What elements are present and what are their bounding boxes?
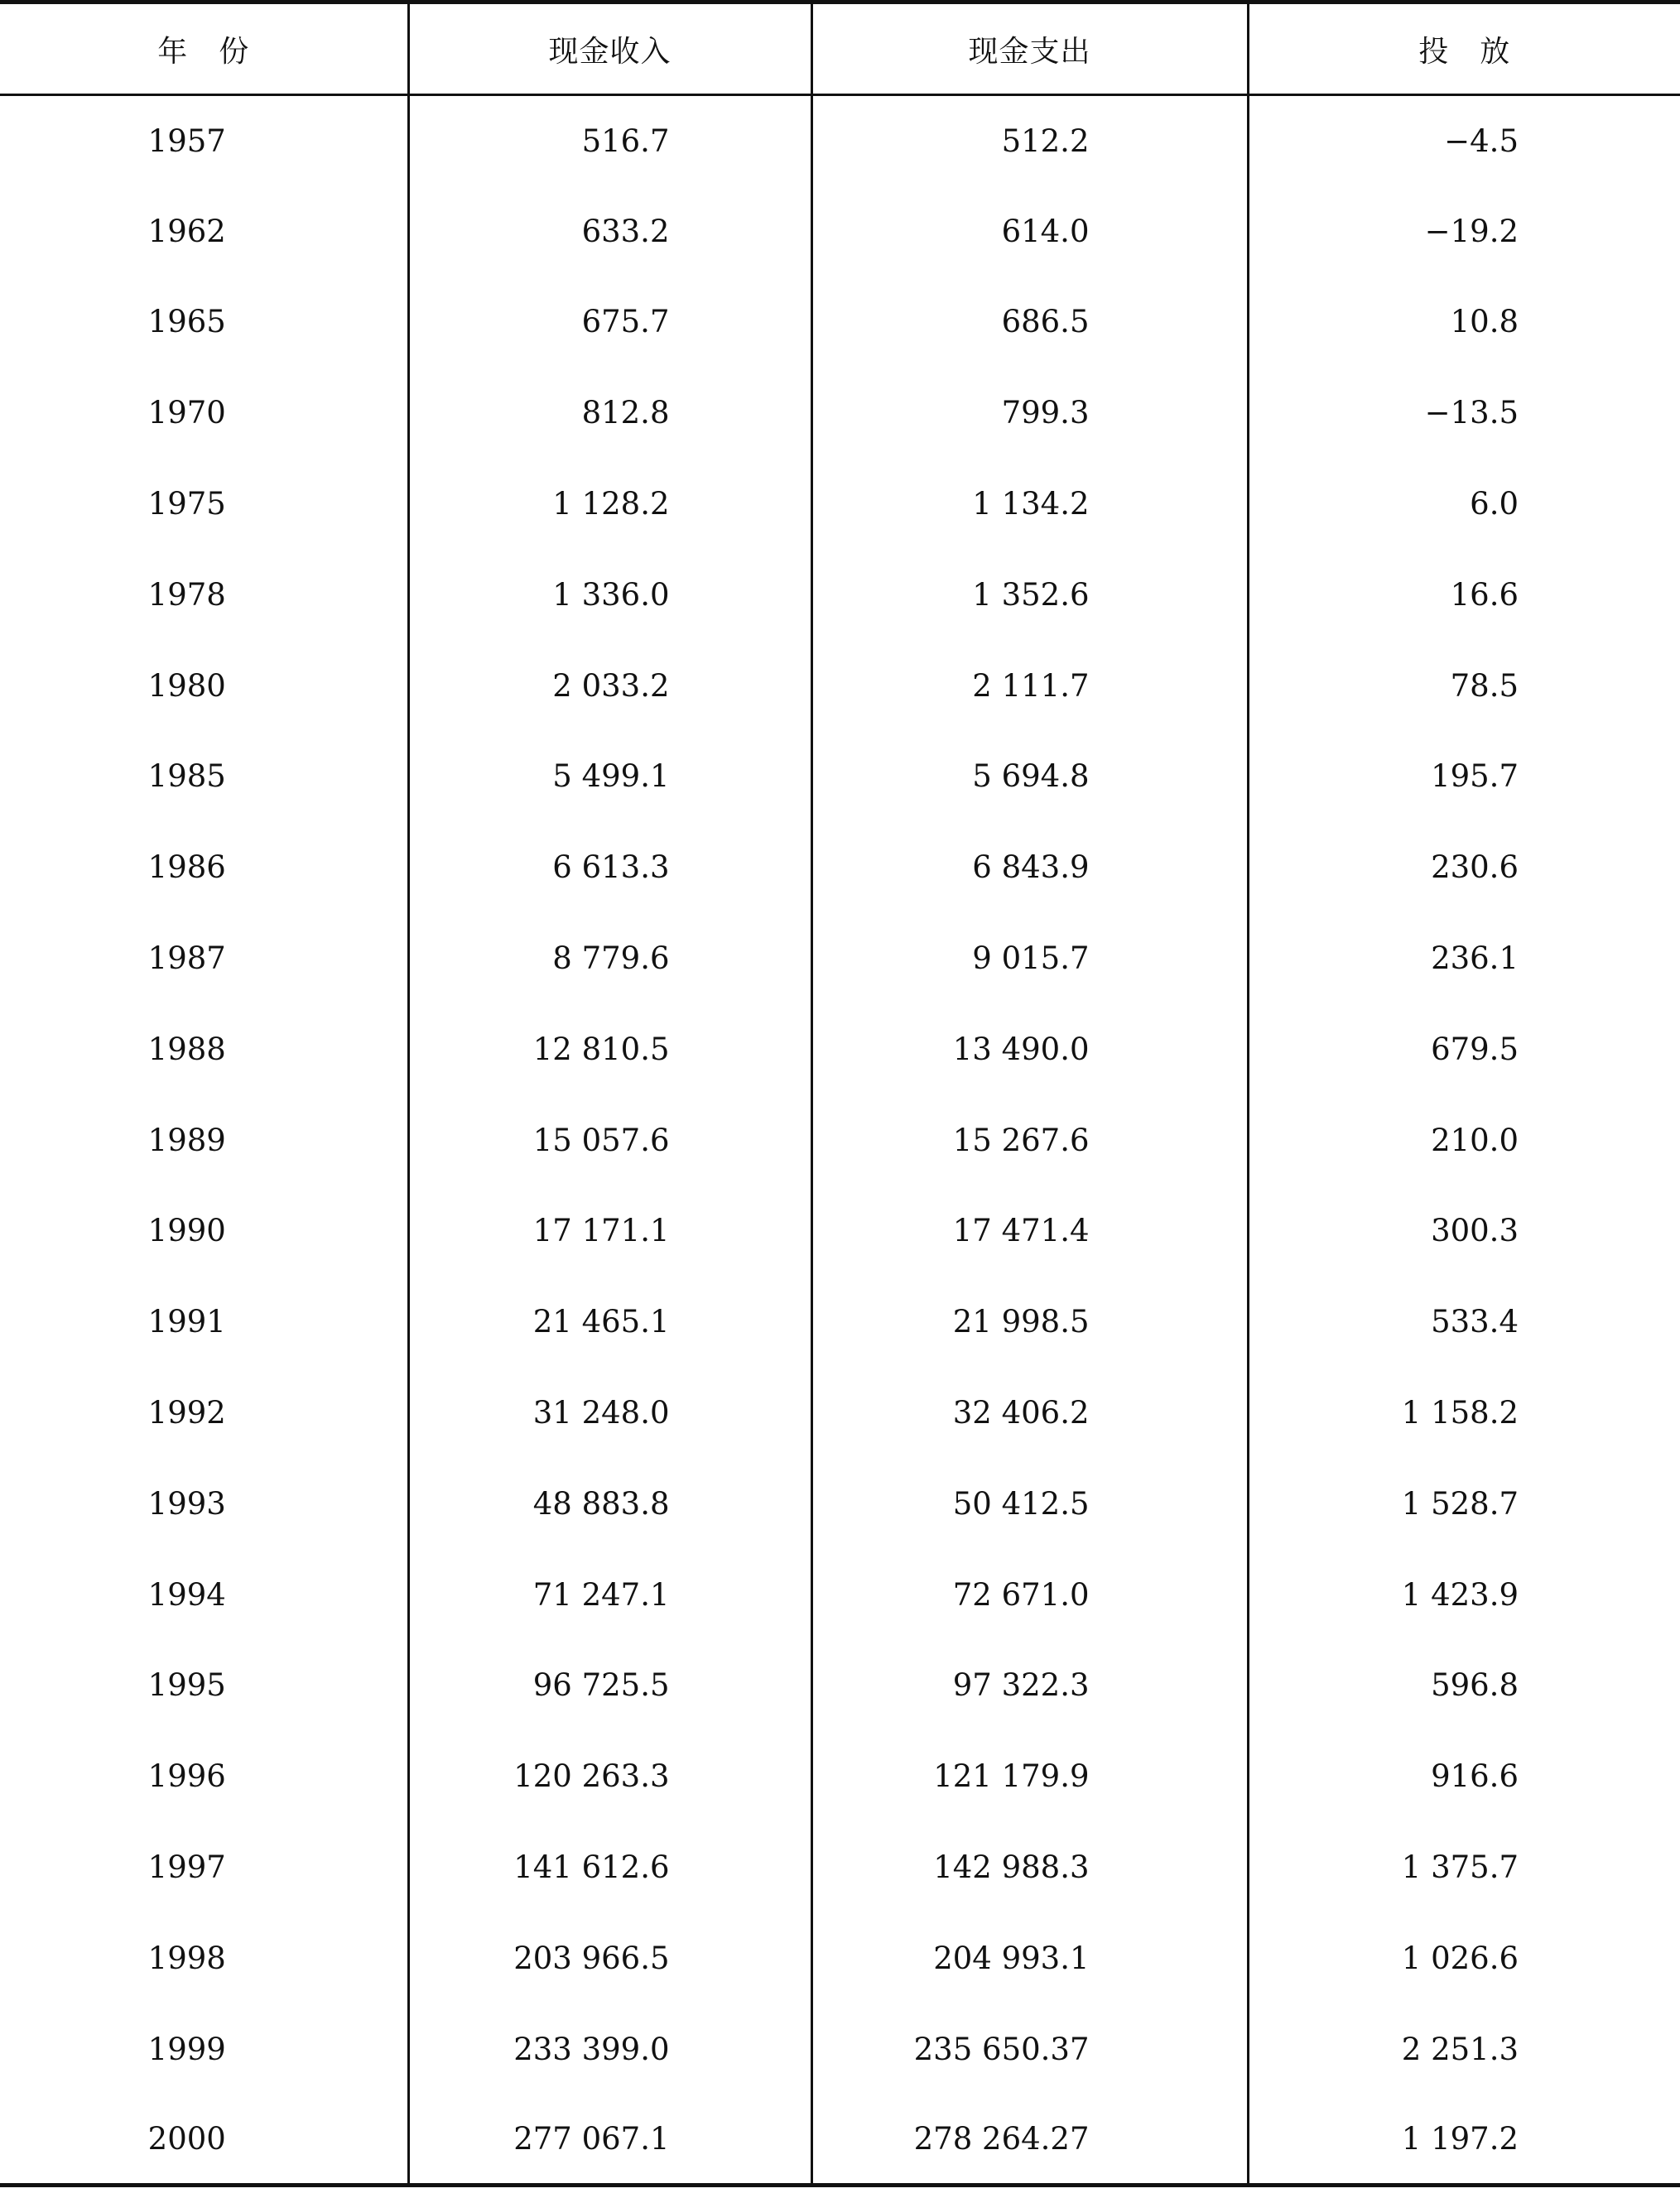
table-row — [0, 2095, 1680, 2186]
cell-year: 1987 — [147, 940, 226, 977]
cell-year: 1996 — [147, 1758, 226, 1795]
table-row — [0, 1368, 1680, 1459]
cell-cash-expenditure: 204 993.1 — [811, 1912, 1248, 2003]
cell-cash-income: 1 128.2 — [408, 459, 811, 550]
cell-net: 230.6 — [1248, 822, 1680, 913]
cell-net: 78.5 — [1248, 640, 1680, 731]
cell-cash-expenditure: 17 471.4 — [811, 1186, 1248, 1277]
cell-cash-income: 48 883.8 — [408, 1458, 811, 1549]
table-row — [0, 459, 1680, 550]
cell-cash-expenditure: 21 998.5 — [811, 1277, 1248, 1368]
cell-net: 1 158.2 — [1248, 1368, 1680, 1459]
table-row — [0, 1640, 1680, 1731]
cell-cash-expenditure: 2 111.7 — [811, 640, 1248, 731]
cell-year: 1962 — [147, 213, 226, 249]
header-row — [0, 2, 1680, 95]
cell-cash-income: 2 033.2 — [408, 640, 811, 731]
cell-year: 1965 — [147, 304, 226, 340]
cell-cash-income: 31 248.0 — [408, 1368, 811, 1459]
cell-cash-expenditure: 5 694.8 — [811, 731, 1248, 822]
header-net: 投 放 — [1248, 2, 1680, 95]
cell-net: 6.0 — [1248, 459, 1680, 550]
cell-year: 1988 — [147, 1031, 226, 1067]
cell-year: 1999 — [147, 2031, 226, 2067]
table-row — [0, 640, 1680, 731]
cell-net: 916.6 — [1248, 1731, 1680, 1822]
cell-year: 1985 — [147, 758, 226, 795]
table-row — [0, 95, 1680, 186]
cell-cash-income: 8 779.6 — [408, 913, 811, 1004]
cell-cash-expenditure: 15 267.6 — [811, 1094, 1248, 1186]
cell-cash-expenditure: 97 322.3 — [811, 1640, 1248, 1731]
table-row — [0, 1549, 1680, 1640]
cell-year: 1975 — [147, 486, 226, 522]
cell-net: 1 423.9 — [1248, 1549, 1680, 1640]
cell-net: −19.2 — [1248, 185, 1680, 277]
cell-year: 1970 — [147, 395, 226, 431]
cell-cash-income: 12 810.5 — [408, 1003, 811, 1094]
cell-year: 1986 — [147, 849, 226, 886]
table-row — [0, 1822, 1680, 1913]
table-row — [0, 822, 1680, 913]
cell-year: 1994 — [147, 1576, 226, 1613]
cell-cash-income: 233 399.0 — [408, 2003, 811, 2095]
table-row — [0, 1186, 1680, 1277]
cell-cash-income: 120 263.3 — [408, 1731, 811, 1822]
cell-cash-income: 277 067.1 — [408, 2095, 811, 2186]
cell-net: 1 375.7 — [1248, 1822, 1680, 1913]
cell-year: 1998 — [147, 1940, 226, 1976]
cell-year: 1993 — [147, 1485, 226, 1522]
table-row — [0, 1003, 1680, 1094]
table-row — [0, 1912, 1680, 2003]
table-row — [0, 368, 1680, 459]
cell-cash-income: 15 057.6 — [408, 1094, 811, 1186]
cell-net: 195.7 — [1248, 731, 1680, 822]
cell-net: 1 528.7 — [1248, 1458, 1680, 1549]
cell-net: 300.3 — [1248, 1186, 1680, 1277]
cell-cash-expenditure: 13 490.0 — [811, 1003, 1248, 1094]
cell-year: 1995 — [147, 1667, 226, 1704]
cell-cash-income: 516.7 — [408, 95, 811, 186]
cell-cash-expenditure: 9 015.7 — [811, 913, 1248, 1004]
cell-cash-expenditure: 121 179.9 — [811, 1731, 1248, 1822]
table-row — [0, 1458, 1680, 1549]
cell-net: 236.1 — [1248, 913, 1680, 1004]
cell-net: 1 197.2 — [1248, 2095, 1680, 2186]
table-row — [0, 731, 1680, 822]
cell-cash-income: 812.8 — [408, 368, 811, 459]
cell-year: 1978 — [147, 576, 226, 613]
cell-cash-income: 203 966.5 — [408, 1912, 811, 2003]
cell-cash-expenditure: 1 134.2 — [811, 459, 1248, 550]
cell-cash-expenditure: 235 650.37 — [811, 2003, 1248, 2095]
cell-net: 533.4 — [1248, 1277, 1680, 1368]
cell-cash-expenditure: 799.3 — [811, 368, 1248, 459]
cell-cash-income: 1 336.0 — [408, 549, 811, 640]
cell-cash-expenditure: 278 264.27 — [811, 2095, 1248, 2186]
cell-year: 1997 — [147, 1849, 226, 1886]
cell-year: 1992 — [147, 1395, 226, 1431]
header-year: 年 份 — [0, 2, 408, 95]
cell-cash-income: 675.7 — [408, 277, 811, 368]
cell-year: 1980 — [147, 667, 226, 704]
table-header — [0, 2, 1680, 95]
cell-cash-expenditure: 1 352.6 — [811, 549, 1248, 640]
cell-net: 10.8 — [1248, 277, 1680, 368]
cell-cash-income: 21 465.1 — [408, 1277, 811, 1368]
cell-cash-income: 633.2 — [408, 185, 811, 277]
table-row — [0, 1277, 1680, 1368]
cell-year: 1991 — [147, 1304, 226, 1340]
cell-cash-expenditure: 512.2 — [811, 95, 1248, 186]
cell-year: 1990 — [147, 1213, 226, 1249]
cell-net: 1 026.6 — [1248, 1912, 1680, 2003]
cell-net: −4.5 — [1248, 95, 1680, 186]
table-row — [0, 277, 1680, 368]
cell-net: −13.5 — [1248, 368, 1680, 459]
cell-cash-income: 17 171.1 — [408, 1186, 811, 1277]
cell-year: 1957 — [147, 123, 226, 159]
table-row — [0, 185, 1680, 277]
cell-net: 16.6 — [1248, 549, 1680, 640]
cell-cash-income: 71 247.1 — [408, 1549, 811, 1640]
table-row — [0, 549, 1680, 640]
cell-cash-expenditure: 50 412.5 — [811, 1458, 1248, 1549]
cell-net: 2 251.3 — [1248, 2003, 1680, 2095]
cell-net: 596.8 — [1248, 1640, 1680, 1731]
table-row — [0, 1094, 1680, 1186]
header-cash-income: 现金收入 — [408, 2, 811, 95]
cell-cash-income: 96 725.5 — [408, 1640, 811, 1731]
cell-cash-expenditure: 614.0 — [811, 185, 1248, 277]
table-row — [0, 1731, 1680, 1822]
cell-cash-expenditure: 142 988.3 — [811, 1822, 1248, 1913]
cell-cash-expenditure: 6 843.9 — [811, 822, 1248, 913]
table-row — [0, 2003, 1680, 2095]
cell-cash-expenditure: 686.5 — [811, 277, 1248, 368]
cell-cash-expenditure: 32 406.2 — [811, 1368, 1248, 1459]
table-body — [0, 95, 1680, 2186]
cell-net: 210.0 — [1248, 1094, 1680, 1186]
cell-cash-income: 6 613.3 — [408, 822, 811, 913]
cell-cash-income: 5 499.1 — [408, 731, 811, 822]
table-row — [0, 913, 1680, 1004]
cell-year: 1989 — [147, 1122, 226, 1158]
header-cash-expenditure: 现金支出 — [811, 2, 1248, 95]
cell-year: 2000 — [0, 2095, 408, 2186]
cell-cash-expenditure: 72 671.0 — [811, 1549, 1248, 1640]
cell-net: 679.5 — [1248, 1003, 1680, 1094]
cell-cash-income: 141 612.6 — [408, 1822, 811, 1913]
